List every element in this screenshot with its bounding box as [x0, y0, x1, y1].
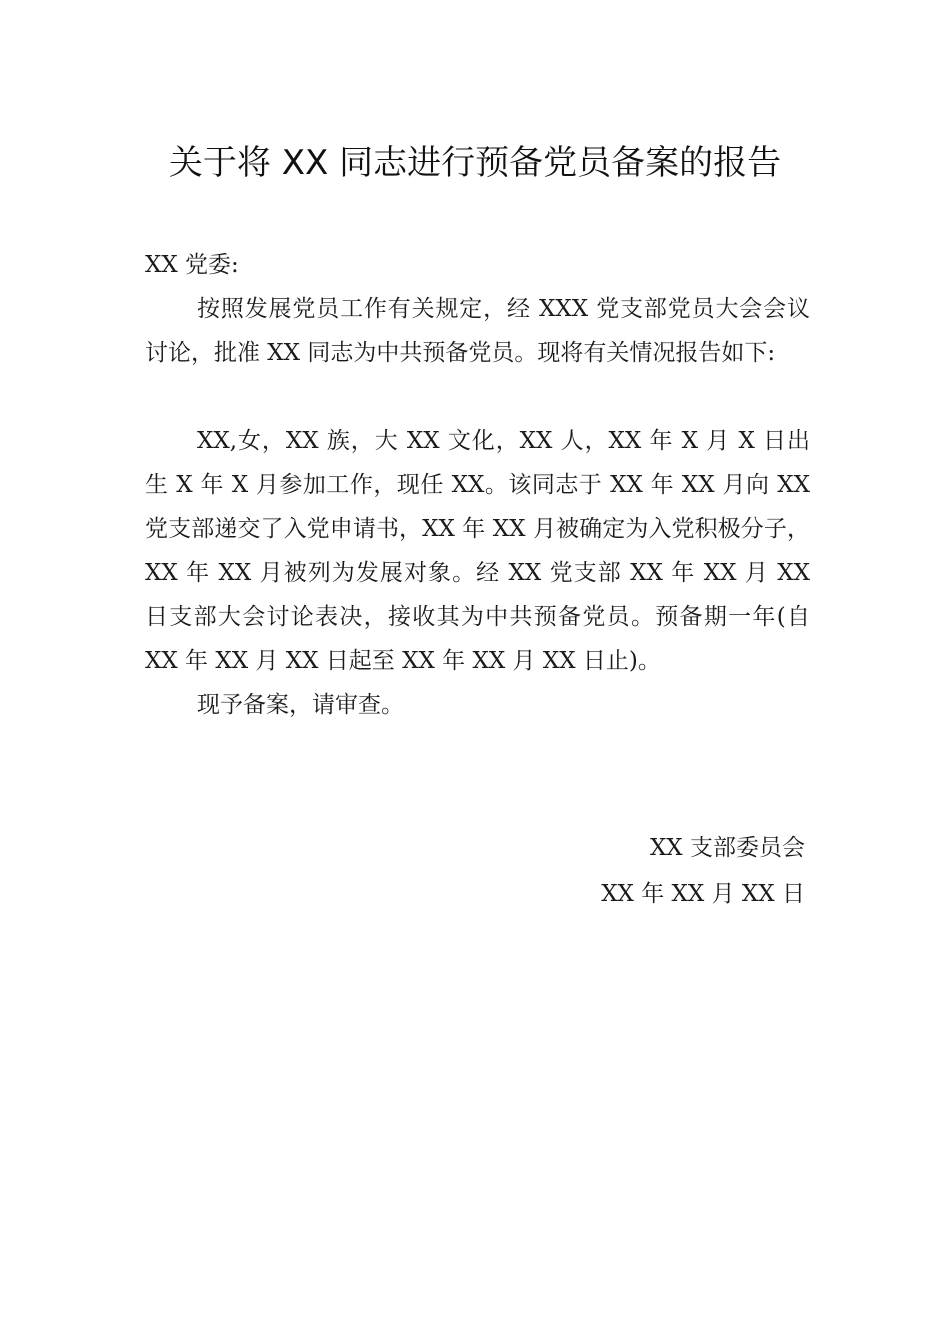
paragraph-closing: 现予备案，请审查。	[197, 692, 404, 718]
signature-organization: XX 支部委员会	[649, 835, 805, 861]
paragraph-intro: 按照发展党员工作有关规定，经 XXX 党支部党员大会会议讨论，批准 XX 同志为中共预备党员。现将有关情况报告如下:	[145, 296, 810, 366]
document-title: 关于将 XX 同志进行预备党员备案的报告	[168, 143, 782, 183]
paragraph-details: XX,女，XX 族，大 XX 文化，XX 人，XX 年 X 月 X 日出生 X 年 X 月参加工作，现任 XX。该同志于 XX 年 XX 月向 XX 党支部递交了入党申请书，XX 年 XX 月被确定为入党积极分子，XX 年 XX 月被列为发展对象。经 XX 党支部 XX 年 XX 月 XX 日支部大会讨论表决，接收其为中共预备党员。预备期一年(自 XX 年 XX 月 XX 日起至 XX 年 XX 月 XX 日止)。	[145, 428, 810, 674]
signature-block	[601, 825, 805, 917]
signature-date: XX 年 XX 月 XX 日	[601, 881, 805, 907]
salutation: XX 党委:	[145, 252, 239, 278]
